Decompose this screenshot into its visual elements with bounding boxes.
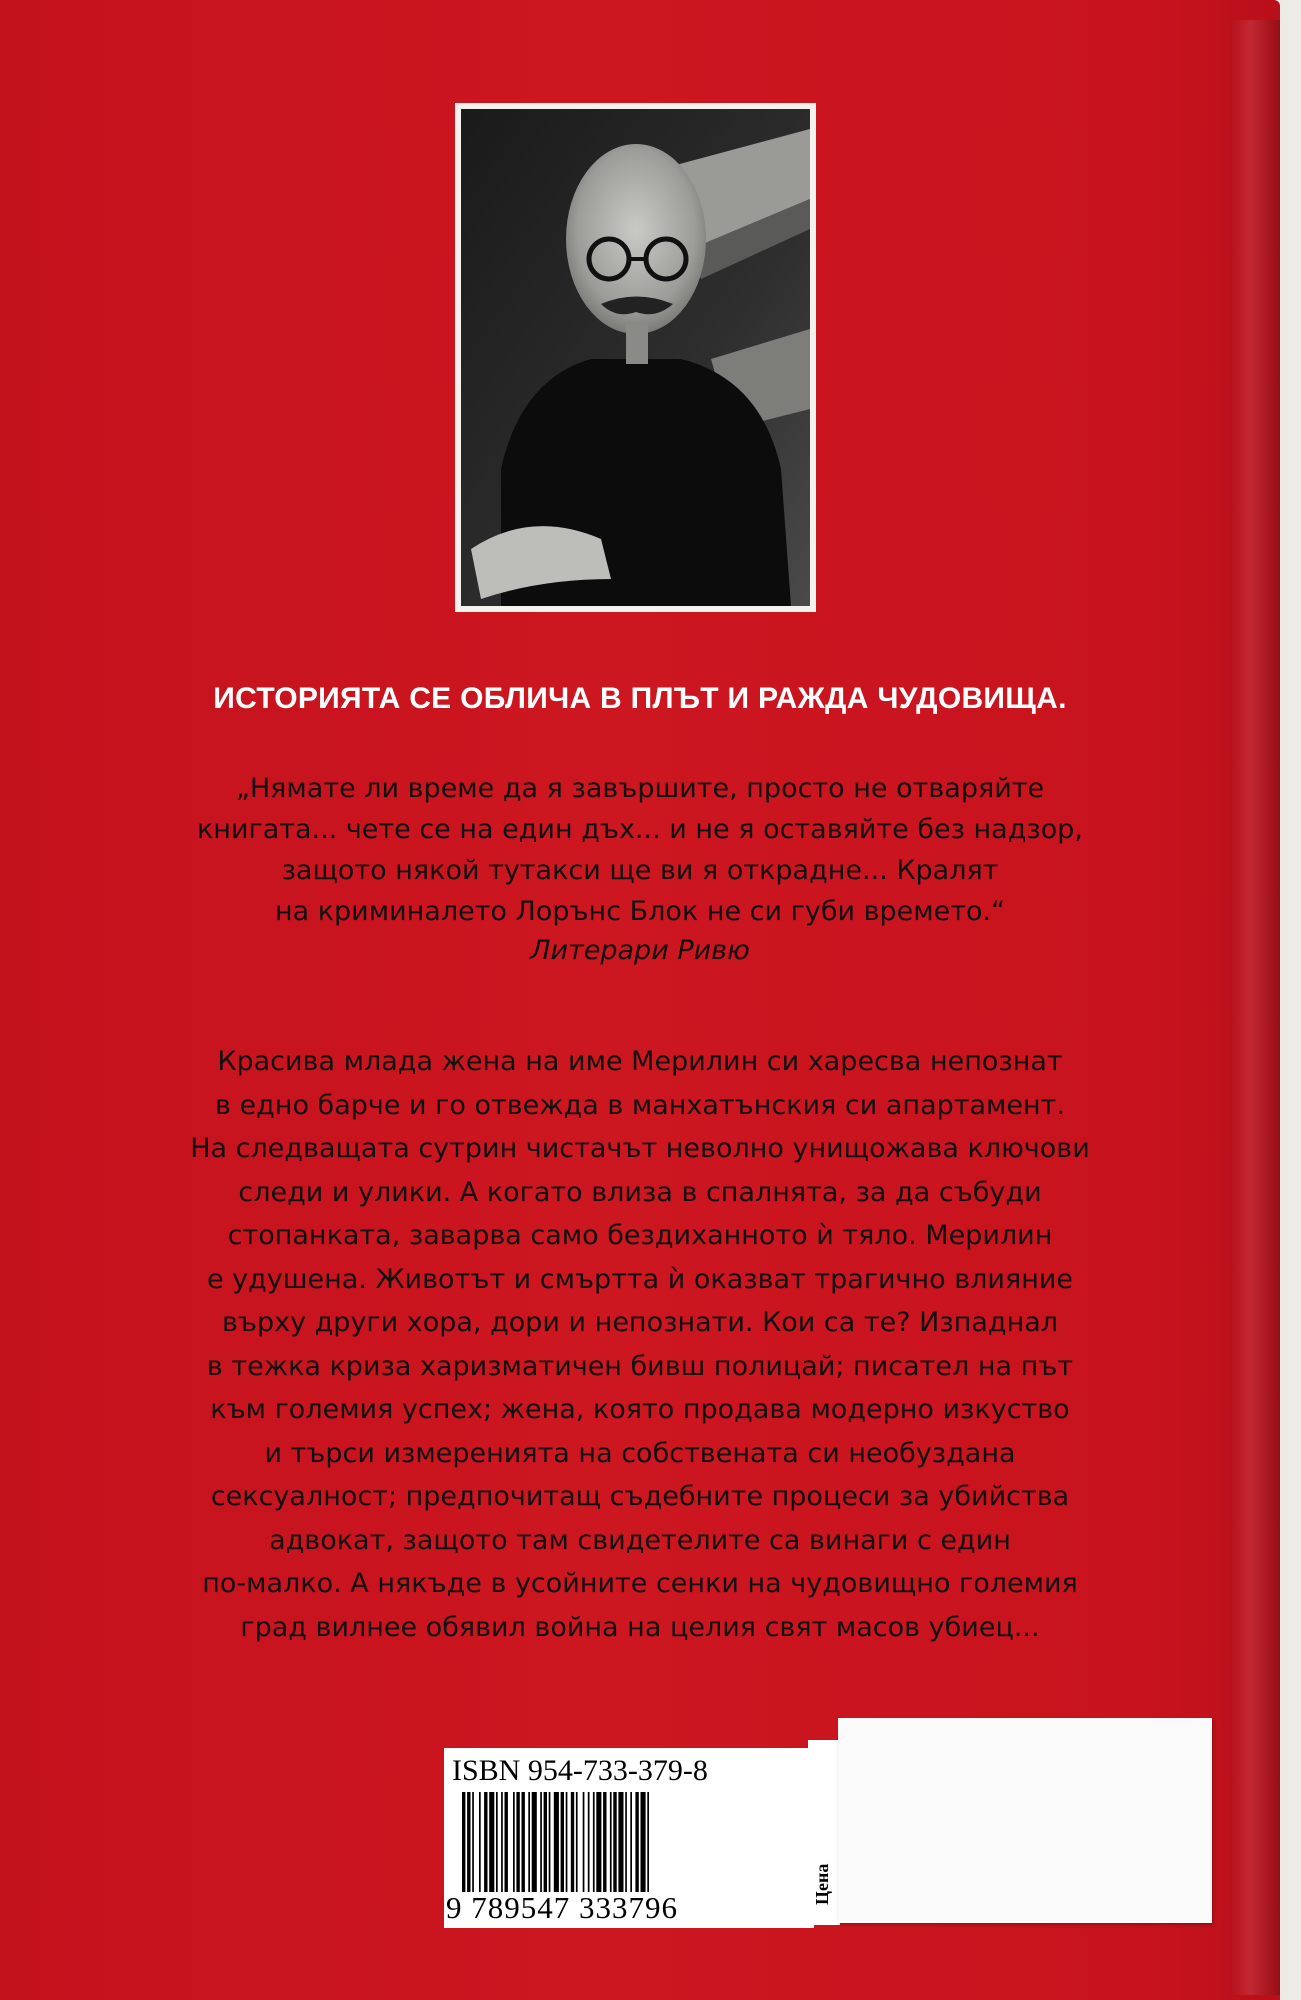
blurb-line: в тежка криза харизматичен бивш полицай; писател на път	[206, 1350, 1074, 1382]
blurb-line: по-малко. А някъде в усойните сенки на чудовищно големия	[202, 1568, 1078, 1599]
blurb-line: град вилнее обявил война на целия свят масов убиец...	[240, 1611, 1040, 1643]
quote-source: Литерари Ривю	[530, 935, 750, 966]
author-photo-frame	[455, 103, 816, 612]
quote-line: защото някой тутакси ще ви я открадне... Кралят	[281, 855, 999, 886]
ean-number: 9 789547 333796	[446, 1890, 678, 1925]
blurb-line: Красива млада жена на име Мерилин си харесва непознат	[217, 1046, 1063, 1077]
blurb-line: адвокат, защото там свидетелите са винаги с един	[269, 1524, 1011, 1556]
price-label: Цена	[812, 1863, 832, 1905]
blurb-line: е удушена. Животът и смъртта ѝ оказват трагично влияние	[206, 1263, 1074, 1295]
blurb-line: сексуалност; предпочитащ съдебните процеси за убийства	[210, 1481, 1070, 1512]
blurb-line: в едно барче и го отвежда в манхатънския си апартамент.	[215, 1089, 1065, 1121]
author-portrait-image	[461, 109, 810, 606]
isbn-barcode	[444, 1748, 814, 1928]
quote-line: на криминалето Лорънс Блок не си губи времето.“	[274, 896, 1006, 927]
book-blurb	[110, 1040, 1170, 1649]
blurb-line: към големия успех; жена, която продава модерно изкуство	[210, 1394, 1070, 1425]
barcode-bars	[462, 1792, 802, 1892]
blurb-line: На следващата сутрин чистачът неволно унищожава ключови	[190, 1133, 1090, 1164]
blurb-line: върху други хора, дори и непознати. Кои са те? Изпаднал	[221, 1307, 1059, 1338]
blurb-line: стопанката, заварва само бездиханното ѝ тяло. Мерилин	[227, 1220, 1053, 1251]
blurb-line: следи и улики. А когато влиза в спалнята, за да събуди	[238, 1176, 1042, 1208]
quote-line: книгата... чете се на един дъх... и не я оставяйте без надзор,	[197, 814, 1083, 845]
blurb-line: и търси измеренията на собствената си необуздана	[264, 1437, 1016, 1469]
review-quote	[120, 768, 1160, 932]
cover-edge	[1230, 20, 1280, 1995]
price-sticker	[838, 1718, 1212, 1923]
quote-line: „Нямате ли време да я завършите, просто не отваряйте	[235, 773, 1045, 804]
tagline-headline: ИСТОРИЯТА СЕ ОБЛИЧА В ПЛЪТ И РАЖДА ЧУДОВИЩА.	[213, 682, 1067, 715]
isbn-number: ISBN 954-733-379-8	[452, 1754, 708, 1787]
author-photo	[461, 109, 810, 606]
